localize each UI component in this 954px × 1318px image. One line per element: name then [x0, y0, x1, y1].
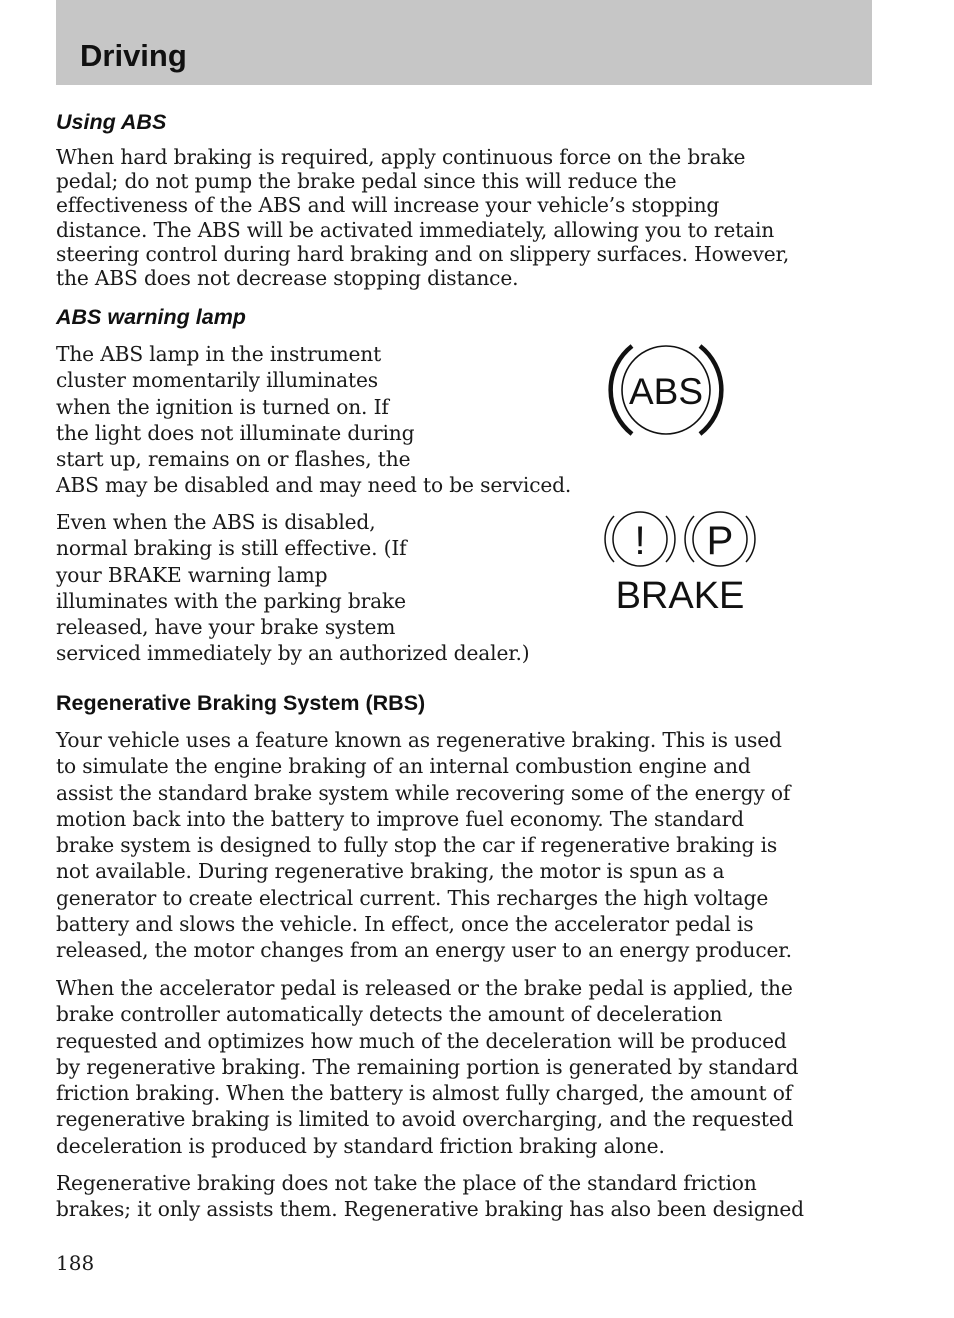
abs-warning-icon: [604, 340, 728, 440]
page-number: 188: [56, 1251, 95, 1275]
text-line: cluster momentarily illuminates: [56, 368, 378, 393]
text-line: The ABS lamp in the instrument: [56, 342, 382, 366]
text-line: released, the motor changes from an energy user to an energy producer.: [56, 938, 792, 963]
exclamation-mark: !: [634, 519, 646, 563]
text-line: regenerative braking is limited to avoid overcharging, and the requested: [56, 1107, 794, 1132]
text-line: Regenerative braking does not take the place of the standard friction: [56, 1171, 757, 1195]
text-line: friction braking. When the battery is almost fully charged, the amount of: [56, 1081, 793, 1106]
brake-warning-icon: [600, 506, 760, 616]
rbs-heading: Regenerative Braking System (RBS): [56, 691, 426, 715]
text-line: by regenerative braking. The remaining portion is generated by standard: [56, 1054, 799, 1079]
text-line: brakes; it only assists them. Regenerative braking has also been designed: [56, 1197, 804, 1222]
using-abs-heading: Using ABS: [56, 110, 167, 134]
text-line: brake controller automatically detects the amount of deceleration: [56, 1002, 723, 1027]
abs-warning-lamp-heading: ABS warning lamp: [56, 305, 246, 329]
text-line: generator to create electrical current. This recharges the high voltage: [56, 885, 769, 910]
text-line: requested and optimizes how much of the deceleration will be produced: [56, 1028, 787, 1053]
text-line: When the accelerator pedal is released or the brake pedal is applied, the: [56, 976, 793, 1000]
text-line: battery and slows the vehicle. In effect, once the accelerator pedal is: [56, 912, 754, 937]
text-line: when the ignition is turned on. If: [56, 394, 389, 419]
page-header: [56, 0, 872, 85]
text-line: effectiveness of the ABS and will increase your vehicle’s stopping: [56, 193, 720, 218]
text-line: serviced immediately by an authorized dealer.): [56, 641, 530, 666]
text-line: start up, remains on or flashes, the: [56, 447, 411, 472]
using-abs-paragraph: [56, 145, 868, 290]
brake-label: BRAKE: [615, 575, 745, 616]
text-line: When hard braking is required, apply continuous force on the brake: [56, 145, 746, 169]
abs-lamp-paragraph: [56, 341, 868, 499]
rbs-paragraph-2: [56, 975, 868, 1159]
text-line: pedal; do not pump the brake pedal since this will reduce the: [56, 169, 677, 194]
text-line: Your vehicle uses a feature known as regenerative braking. This is used: [56, 728, 782, 752]
text-line: illuminates with the parking brake: [56, 588, 406, 613]
text-line: steering control during hard braking and on slippery surfaces. However,: [56, 241, 790, 266]
text-line: distance. The ABS will be activated immediately, allowing you to retain: [56, 217, 775, 242]
text-line: assist the standard brake system while recovering some of the energy of: [56, 780, 791, 805]
rbs-paragraph-1: [56, 727, 868, 964]
text-line: the light does not illuminate during: [56, 420, 415, 445]
text-line: not available. During regenerative braking, the motor is spun as a: [56, 859, 725, 884]
abs-icon-label: ABS: [628, 371, 704, 412]
text-line: to simulate the engine braking of an internal combustion engine and: [56, 754, 751, 779]
chapter-title: Driving: [80, 38, 187, 73]
text-line: your BRAKE warning lamp: [56, 562, 328, 587]
text-line: deceleration is produced by standard friction braking alone.: [56, 1133, 665, 1158]
text-line: brake system is designed to fully stop the car if regenerative braking is: [56, 833, 778, 858]
text-line: released, have your brake system: [56, 615, 396, 640]
text-line: Even when the ABS is disabled,: [56, 510, 376, 534]
text-line: ABS may be disabled and may need to be serviced.: [56, 473, 572, 498]
text-line: the ABS does not decrease stopping distance.: [56, 266, 519, 291]
parking-letter: P: [706, 519, 734, 563]
text-line: normal braking is still effective. (If: [56, 536, 407, 561]
text-line: motion back into the battery to improve fuel economy. The standard: [56, 806, 744, 831]
rbs-paragraph-3: [56, 1170, 868, 1223]
